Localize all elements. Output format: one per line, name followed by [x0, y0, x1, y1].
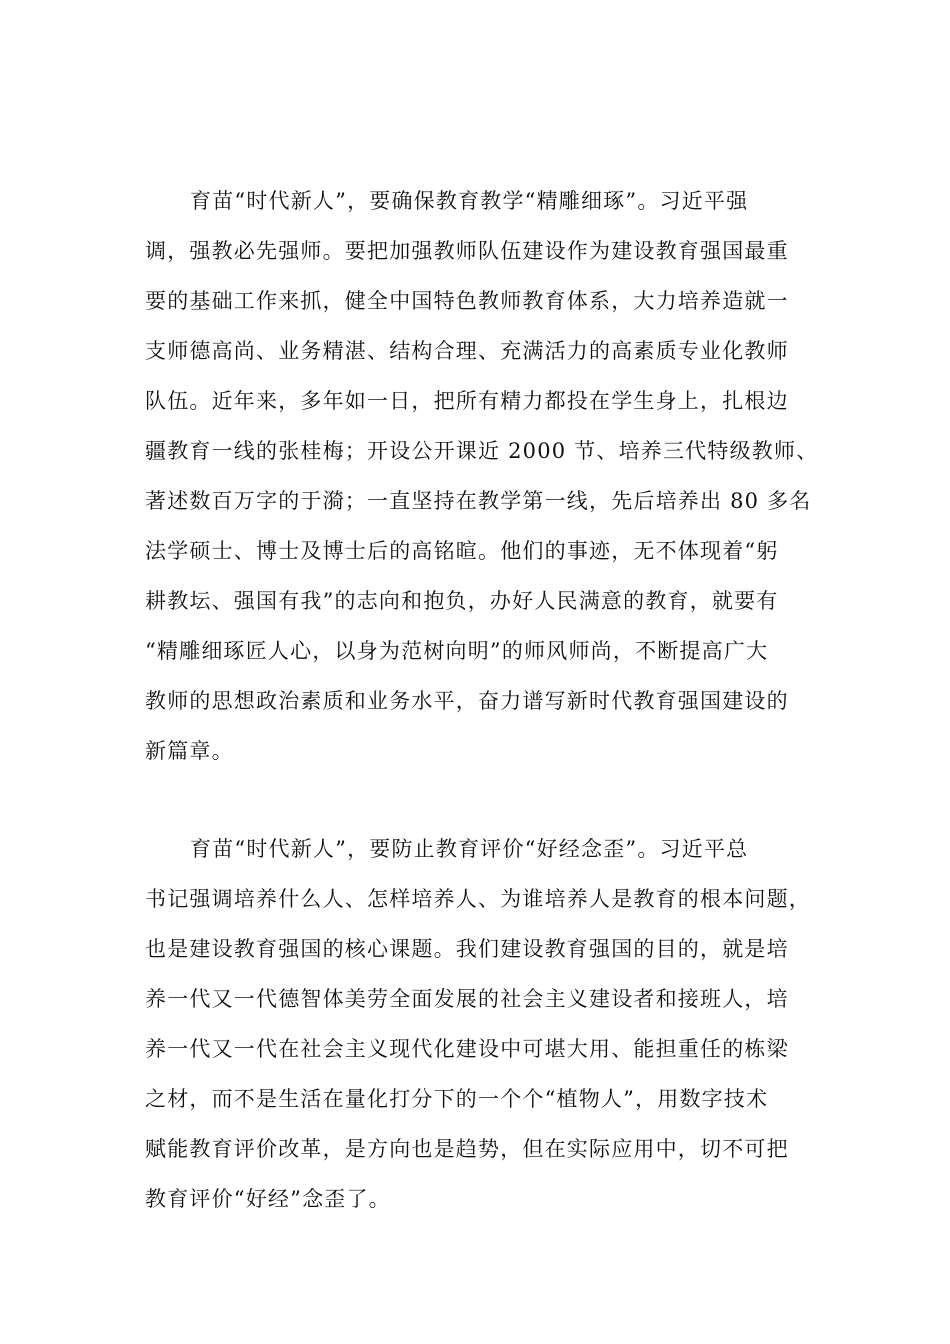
paragraph-line: 耕教坛、强国有我”的志向和抱负，办好人民满意的教育，就要有	[145, 589, 779, 613]
paragraph-line: 教育评价“好经”念歪了。	[145, 1187, 391, 1211]
paragraph-line: 赋能教育评价改革，是方向也是趋势，但在实际应用中，切不可把	[145, 1137, 789, 1161]
paragraph-line: “精雕细琢匠人心，以身为范树向明”的师风师尚，不断提高广大	[145, 639, 769, 663]
paragraph-line: 育苗“时代新人”，要防止教育评价“好经念歪”。习近平总	[190, 837, 749, 861]
paragraph-line: 育苗“时代新人”，要确保教育教学“精雕细琢”。习近平强	[190, 189, 749, 213]
paragraph-line: 法学硕士、博士及博士后的高铭暄。他们的事迹，无不体现着“躬	[145, 539, 779, 563]
paragraph-line: 队伍。近年来，多年如一日，把所有精力都投在学生身上，扎根边	[145, 389, 789, 413]
paragraph-line: 养一代又一代德智体美劳全面发展的社会主义建设者和接班人，培	[145, 987, 789, 1011]
paragraph-line: 之材，而不是生活在量化打分下的一个个“植物人”，用数字技术	[145, 1087, 769, 1111]
paragraph-line: 要的基础工作来抓，健全中国特色教师教育体系，大力培养造就一	[145, 289, 789, 313]
paragraph-line: 疆教育一线的张桂梅；开设公开课近 2000 节、培养三代特级教师、	[145, 439, 819, 463]
paragraph-line: 书记强调培养什么人、怎样培养人、为谁培养人是教育的根本问题，	[145, 887, 811, 911]
paragraph-line: 支师德高尚、业务精湛、结构合理、充满活力的高素质专业化教师	[145, 339, 789, 363]
paragraph-line: 教师的思想政治素质和业务水平，奋力谱写新时代教育强国建设的	[145, 689, 789, 713]
paragraph-line: 著述数百万字的于漪；一直坚持在教学第一线，先后培养出 80 多名	[145, 489, 812, 513]
paragraph-line: 也是建设教育强国的核心课题。我们建设教育强国的目的，就是培	[145, 937, 789, 961]
paragraph-line: 新篇章。	[145, 739, 234, 763]
paragraph-line: 养一代又一代在社会主义现代化建设中可堪大用、能担重任的栋梁	[145, 1037, 789, 1061]
paragraph-line: 调，强教必先强师。要把加强教师队伍建设作为建设教育强国最重	[145, 239, 789, 263]
